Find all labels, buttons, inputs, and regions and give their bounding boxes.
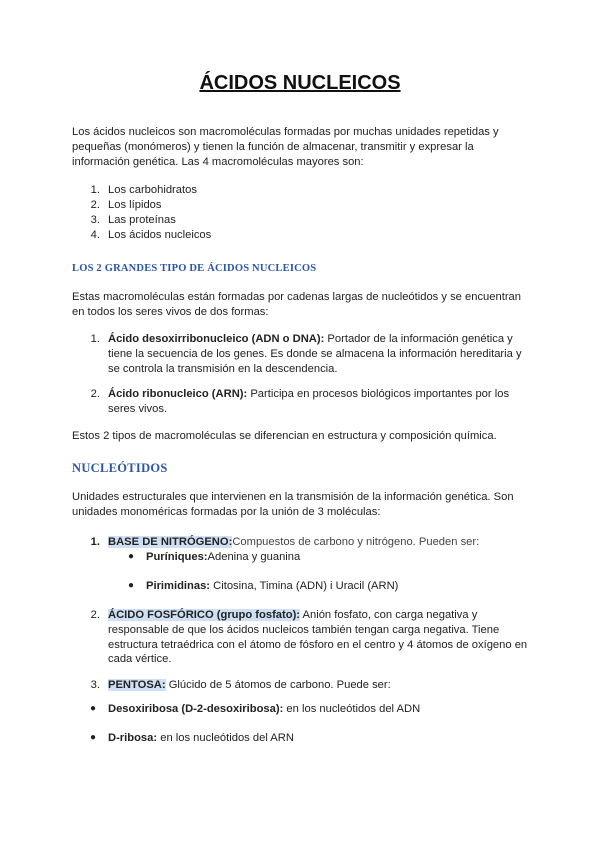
term-pentosa: PENTOSA: xyxy=(108,679,166,691)
list-item-arn: Ácido ribonucleico (ARN): Participa en procesos biológicos importantes por los seres vivos. xyxy=(108,388,510,415)
list-number: 2. xyxy=(90,199,100,211)
list-item: Los carbohidratos xyxy=(108,184,197,196)
section1-closing: Estos 2 tipos de macromoléculas se diferencian en estructura y composición química. xyxy=(72,430,497,442)
list-number: 3. xyxy=(90,214,100,226)
section-heading-nucleotidos: NUCLEÓTIDOS xyxy=(72,461,168,475)
term-arn: Ácido ribonucleico (ARN): xyxy=(108,388,248,400)
list-item-purinas: Puríniques:Adenina y guanina xyxy=(146,551,301,563)
list-item-desoxiribosa: Desoxiribosa (D-2-desoxiribosa): en los nucleótidos del ADN xyxy=(108,703,421,715)
list-number: 3. xyxy=(90,679,100,691)
list-item: Los lípidos xyxy=(108,199,162,211)
bullet-icon: ● xyxy=(128,551,135,562)
bullet-icon: ● xyxy=(90,732,97,743)
list-item-adn: Ácido desoxirribonucleico (ADN o DNA): Portador de la información genética y tiene la secuencia de los genes. Es donde se almacena la información hereditaria y se controla la transmisión en la descendencia. xyxy=(108,333,522,375)
intro-paragraph: Los ácidos nucleicos son macromoléculas formadas por muchas unidades repetidas y pequeñas (monómeros) y tienen la función de almacenar, transmitir y expresar la información genética. Las 4 macromoléculas mayores son: xyxy=(72,126,499,168)
list-item-pirimidinas: Pirimidinas: Citosina, Timina (ADN) i Uracil (ARN) xyxy=(146,580,399,592)
list-item-pentosa: PENTOSA: Glúcido de 5 átomos de carbono. Puede ser: xyxy=(108,679,391,691)
term-adn: Ácido desoxirribonucleico (ADN o DNA): xyxy=(108,333,325,345)
list-number: 1. xyxy=(90,333,100,345)
list-item-fosforico: ÁCIDO FOSFÓRICO (grupo fosfato): Anión fosfato, con carga negativa y responsable de que los ácidos nucleicos también tengan carga negativa. Tiene estructura tetraédrica con el átomo de fósforo en el centro y 4 átomos de oxígeno en cada vértice. xyxy=(108,609,528,666)
section2-intro: Unidades estructurales que intervienen en la transmisión de la información genética. Son unidades monoméricas formadas por la unión de 3 moléculas: xyxy=(72,491,514,518)
bullet-icon: ● xyxy=(90,703,97,714)
list-number: 1. xyxy=(90,184,100,196)
list-item-base: BASE DE NITRÓGENO:Compuestos de carbono y nitrógeno. Pueden ser: xyxy=(108,536,480,548)
list-number: 2. xyxy=(90,609,100,621)
section-heading-types: LOS 2 GRANDES TIPO DE ÁCIDOS NUCLEICOS xyxy=(72,263,317,274)
list-item: Las proteínas xyxy=(108,214,176,226)
term-acido-fosforico: ÁCIDO FOSFÓRICO (grupo fosfato): xyxy=(108,609,301,621)
list-number: 4. xyxy=(90,229,100,241)
list-item-ribosa: D-ribosa: en los nucleótidos del ARN xyxy=(108,732,294,744)
term-base-nitrogeno: BASE DE NITRÓGENO: xyxy=(108,536,233,548)
bullet-icon: ● xyxy=(128,580,135,591)
list-item: Los ácidos nucleicos xyxy=(108,229,212,241)
page-title: ÁCIDOS NUCLEICOS xyxy=(199,72,401,94)
list-number: 1. xyxy=(90,536,100,548)
list-number: 2. xyxy=(90,388,100,400)
section1-intro: Estas macromoléculas están formadas por cadenas largas de nucleótidos y se encuentran en todos los seres vivos de dos formas: xyxy=(72,291,521,318)
